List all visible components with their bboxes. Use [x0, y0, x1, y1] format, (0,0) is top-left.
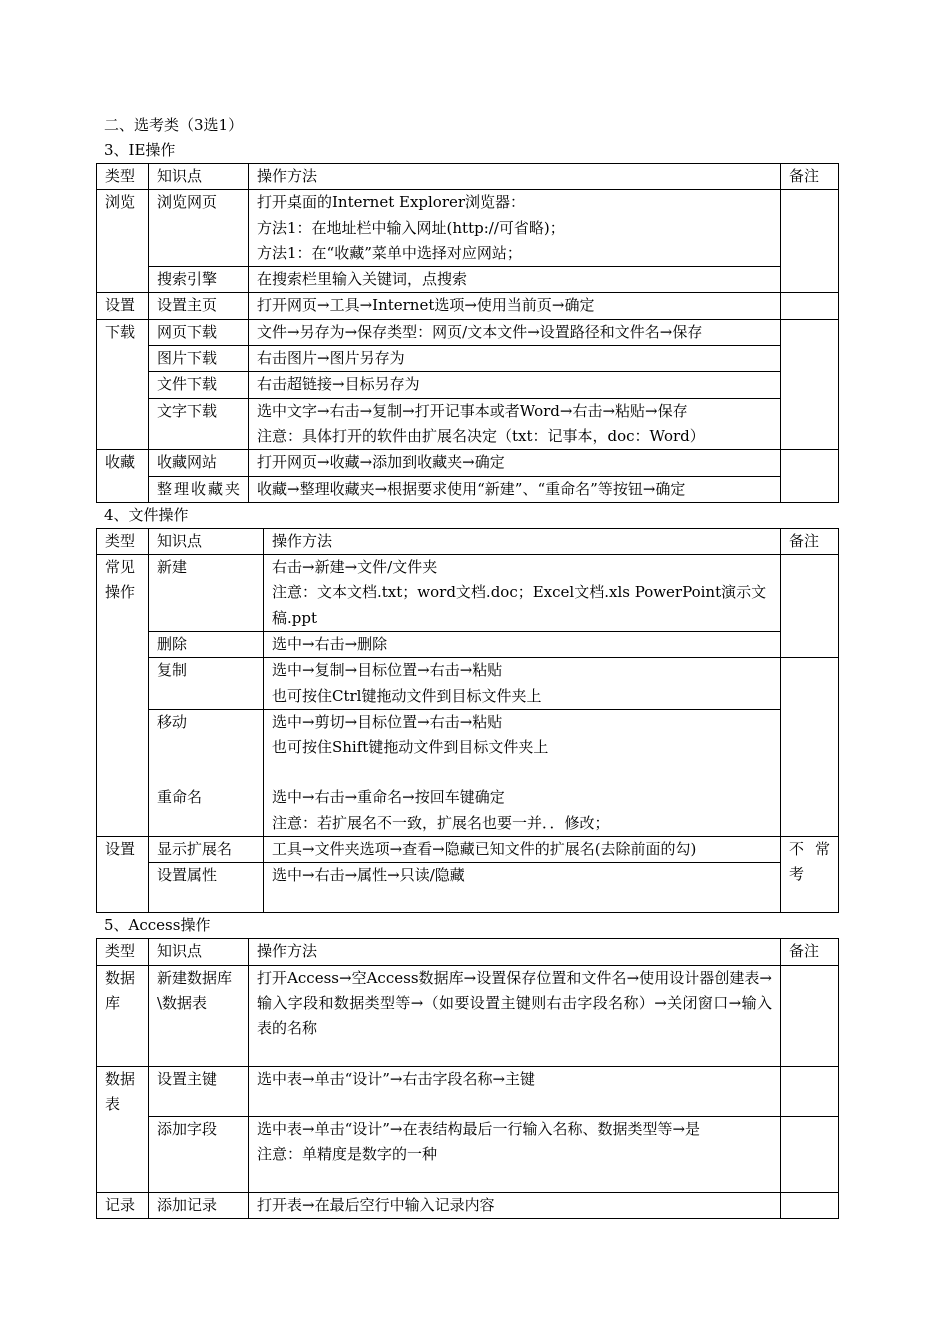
method-line: 选中表→单击“设计”→右击字段名称→主键	[257, 1069, 536, 1088]
note-cell	[781, 293, 839, 319]
note-cell	[781, 1116, 839, 1192]
method-line: 工具→文件夹选项→查看→隐藏已知文件的扩展名(去除前面的勾)	[272, 840, 697, 859]
method-cell	[249, 1066, 781, 1116]
header-cell: 知识点	[149, 164, 249, 190]
method-cell	[249, 190, 781, 267]
header-cell: 备注	[781, 528, 839, 554]
method-line: 选中表→单击“设计”→在表结构最后一行输入名称、数据类型等→是	[257, 1119, 701, 1138]
table-row	[97, 450, 839, 476]
ie-section-title: 3、IE操作	[104, 141, 176, 159]
method-cell	[264, 632, 781, 658]
access-table	[96, 938, 839, 1219]
table-row	[97, 1066, 839, 1116]
method-line: 注意：具体打开的软件由扩展名决定（txt：记事本，doc：Word）	[257, 426, 705, 445]
file-table	[96, 528, 839, 913]
method-line: 注意：若扩展名不一致，扩展名也要一并．．修改；	[272, 813, 610, 832]
table-row	[97, 190, 839, 267]
method-line: 注意：单精度是数字的一种	[257, 1144, 438, 1163]
header-cell: 知识点	[149, 528, 264, 554]
point-cell: 设置属性	[149, 863, 264, 913]
table-row	[97, 658, 839, 710]
header-cell: 类型	[97, 939, 149, 965]
point-cell: 设置主页	[149, 293, 249, 319]
point-cell: 浏览网页	[149, 190, 249, 267]
table-row	[97, 837, 839, 863]
point-cell: 文字下载	[149, 398, 249, 450]
method-cell	[249, 450, 781, 476]
type-cell: 浏览	[97, 190, 149, 293]
table-row	[97, 709, 839, 785]
table-row	[97, 346, 839, 372]
type-cell: 数据库	[97, 965, 149, 1066]
method-line: 右击超链接→目标另存为	[257, 375, 420, 394]
method-cell	[249, 1116, 781, 1192]
method-cell	[264, 837, 781, 863]
access-section-title: 5、Access操作	[104, 916, 211, 935]
table-header-row	[97, 528, 839, 554]
type-cell: 数据表	[97, 1066, 149, 1192]
point-cell: 添加字段	[149, 1116, 249, 1192]
table-row	[97, 1192, 839, 1218]
table-row	[97, 372, 839, 398]
header-cell: 备注	[781, 164, 839, 190]
file-section-title: 4、文件操作	[104, 505, 189, 524]
method-cell	[264, 658, 781, 710]
method-cell	[264, 785, 781, 836]
method-line: 右击图片→图片另存为	[257, 349, 405, 368]
point-cell: 复制	[149, 658, 264, 710]
method-line: 选中文字→右击→复制→打开记事本或者Word→右击→粘贴→保存	[257, 401, 688, 420]
header-cell: 操作方法	[249, 164, 781, 190]
ie-table	[96, 163, 839, 503]
type-cell: 下载	[97, 319, 149, 449]
method-cell	[249, 372, 781, 398]
table-row	[97, 398, 839, 450]
section-title: 二、选考类（3选1）	[104, 116, 244, 134]
method-line: 右击→新建→文件/文件夹	[272, 558, 438, 577]
point-cell: 收藏网站	[149, 450, 249, 476]
method-line: 也可按住Shift键拖动文件到目标文件夹上	[272, 738, 549, 757]
table-row	[97, 293, 839, 319]
method-cell	[249, 319, 781, 345]
table-row	[97, 785, 839, 836]
method-line: 选中→右击→重命名→按回车键确定	[272, 788, 505, 807]
header-cell: 类型	[97, 528, 149, 554]
header-cell: 类型	[97, 164, 149, 190]
type-cell: 设置	[97, 837, 149, 913]
table-row	[97, 267, 839, 293]
method-line: 选中→复制→目标位置→右击→粘贴	[272, 661, 503, 680]
method-cell	[249, 476, 781, 502]
point-cell: 搜索引擎	[149, 267, 249, 293]
table-row	[97, 555, 839, 632]
method-cell: 打开Access→空Access数据库→设置保存位置和文件名→使用设计器创建表→输入字段和数据类型等→（如要设置主键则右击字段名称）→关闭窗口→输入表的名称	[249, 965, 781, 1066]
header-cell: 操作方法	[264, 528, 781, 554]
point-cell: 网页下载	[149, 319, 249, 345]
method-cell	[264, 555, 781, 632]
table-header-row	[97, 164, 839, 190]
type-cell: 常见操作	[97, 555, 149, 837]
method-line: 打开网页→工具→Internet选项→使用当前页→确定	[257, 296, 595, 315]
note-cell	[781, 555, 839, 658]
method-line: 也可按住Ctrl键拖动文件到目标文件夹上	[272, 686, 542, 705]
method-line: 文件→另存为→保存类型：网页/文本文件→设置路径和文件名→保存	[257, 322, 703, 341]
method-line: 打开表→在最后空行中输入记录内容	[257, 1195, 495, 1214]
point-cell: 新建数据库\数据表	[149, 965, 249, 1066]
point-cell: 新建	[149, 555, 264, 632]
point-cell: 删除	[149, 632, 264, 658]
table-row	[97, 319, 839, 345]
point-cell: 重命名	[149, 785, 264, 836]
table-row	[97, 965, 839, 1066]
note-cell	[781, 1192, 839, 1218]
type-cell: 记录	[97, 1192, 149, 1218]
method-line: 选中→右击→属性→只读/隐藏	[272, 866, 465, 885]
method-cell	[249, 267, 781, 293]
method-line: 选中→右击→删除	[272, 635, 388, 654]
method-line: 选中→剪切→目标位置→右击→粘贴	[272, 712, 503, 731]
method-cell	[249, 398, 781, 450]
method-line: 收藏→整理收藏夹→根据要求使用“新建”、“重命名”等按钮→确定	[257, 479, 686, 498]
note-cell	[781, 1066, 839, 1116]
type-cell: 收藏	[97, 450, 149, 503]
header-cell: 知识点	[149, 939, 249, 965]
note-cell: 不常考	[781, 837, 839, 913]
method-cell	[264, 709, 781, 785]
method-line: 打开网页→收藏→添加到收藏夹→确定	[257, 453, 505, 472]
note-cell	[781, 450, 839, 503]
type-cell: 设置	[97, 293, 149, 319]
table-header-row	[97, 939, 839, 965]
method-line: 打开桌面的Internet Explorer浏览器：	[257, 193, 526, 212]
method-line: 注意：文本文档.txt；word文档.doc；Excel文档.xls PowerPoint演示文稿.ppt	[272, 583, 767, 627]
note-cell	[781, 190, 839, 293]
note-cell	[781, 658, 839, 837]
method-cell	[264, 863, 781, 913]
note-cell	[781, 965, 839, 1066]
table-row	[97, 476, 839, 502]
document-page	[96, 113, 838, 1219]
method-cell	[249, 346, 781, 372]
method-line: 方法1：在地址栏中输入网址(http://可省略)；	[257, 218, 565, 237]
point-cell: 添加记录	[149, 1192, 249, 1218]
point-cell: 显示扩展名	[149, 837, 264, 863]
table-row	[97, 863, 839, 913]
point-cell: 移动	[149, 709, 264, 785]
method-line: 在搜索栏里输入关键词，点搜索	[257, 270, 468, 289]
method-line: 方法1：在“收藏”菜单中选择对应网站；	[257, 243, 522, 262]
method-cell	[249, 293, 781, 319]
point-cell: 图片下载	[149, 346, 249, 372]
method-cell	[249, 1192, 781, 1218]
header-cell: 操作方法	[249, 939, 781, 965]
point-cell: 整理收藏夹	[149, 476, 249, 502]
note-cell	[781, 319, 839, 449]
table-row	[97, 632, 839, 658]
header-cell: 备注	[781, 939, 839, 965]
point-cell: 设置主键	[149, 1066, 249, 1116]
point-cell: 文件下载	[149, 372, 249, 398]
table-row	[97, 1116, 839, 1192]
